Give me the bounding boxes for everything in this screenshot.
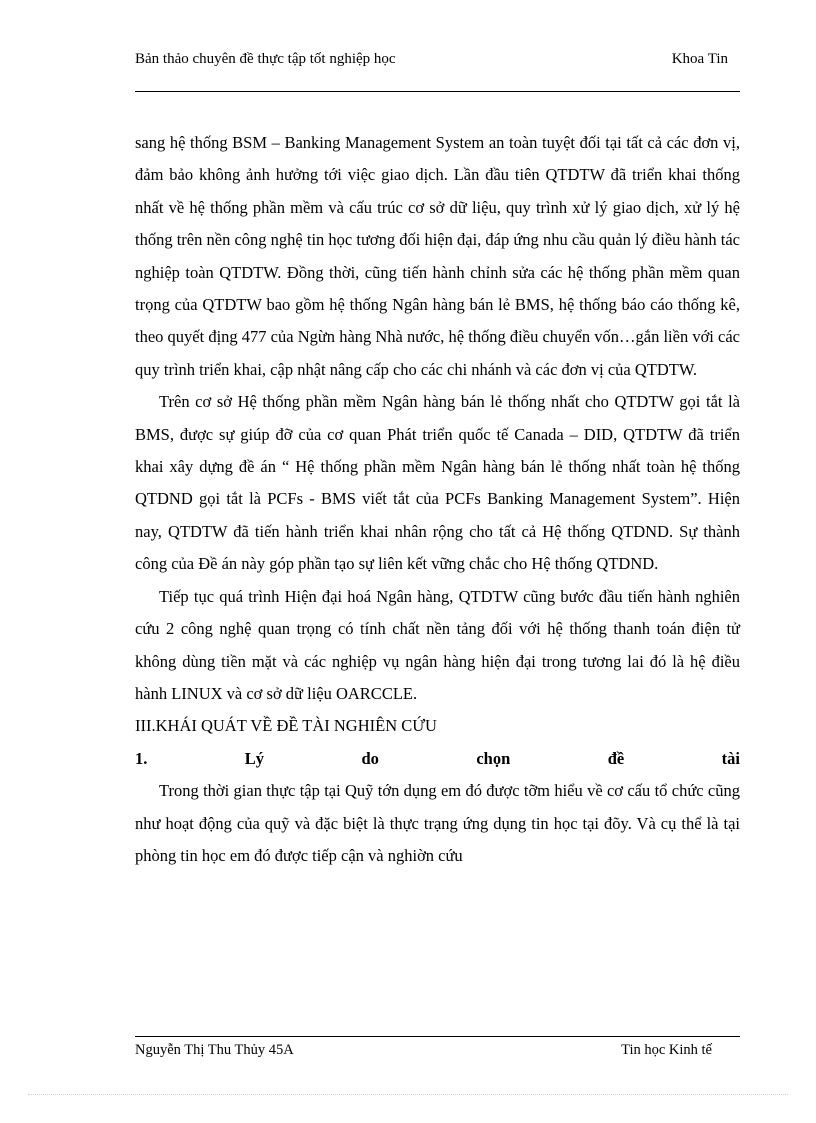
- subsection-word: Lý: [244, 748, 265, 768]
- subsection-word: đề: [607, 748, 625, 768]
- header-title: Bản thảo chuyên đề thực tập tốt nghiệp học: [135, 51, 396, 67]
- paragraph-3: Tiếp tục quá trình Hiện đại hoá Ngân hàng, QTDTW cũng bước đầu tiến hành nghiên cứu 2 công nghệ quan trọng có tính chất nền tảng đối với hệ thống thanh toán điện tử không dùng tiền mặt và các nghiệp vụ ngân hàng hiện đại trong tương lai đó là hệ điều hành LINUX và cơ sở dữ liệu OARCCLE.: [135, 586, 740, 703]
- subsection-word: tài: [721, 748, 740, 768]
- header-department: Khoa Tin: [671, 51, 728, 67]
- footer-author: Nguyễn Thị Thu Thủy 45A: [135, 1042, 294, 1058]
- subsection-word: chọn: [476, 748, 511, 768]
- subsection-word: do: [361, 748, 379, 768]
- page-bottom-divider: [28, 1094, 788, 1095]
- subsection-heading: [135, 743, 740, 775]
- subsection-number: 1.: [135, 748, 148, 768]
- paragraph-1: sang hệ thống BSM – Banking Management System an toàn tuyệt đối tại tất cả các đơn vị, đảm bảo không ảnh hưởng tới việc giao dịch. Lần đầu tiên QTDTW đã triển khai thống nhất về hệ thống phần mềm và cấu trúc cơ sở dữ liệu, quy trình xử lý giao dịch, xử lý hệ thống trên nền công nghệ tin học tương đối hiện đại, đáp ứng nhu cầu quản lý điều hành tác nghiệp toàn QTDTW. Đồng thời, cũng tiến hành chỉnh sửa các hệ thống phần mềm quan trọng của QTDTW bao gồm hệ thống Ngân hàng bán lẻ BMS, hệ thống báo cáo thống kê, theo quyết địng 477 của Ngừn hàng Nhà nước, hệ thống điều chuyển vốn…gắn liền với các quy trình triển khai, cập nhật nâng cấp cho các chi nhánh và các đơn vị của QTDTW.: [135, 133, 740, 379]
- page-footer: [135, 1036, 740, 1058]
- page-header: [135, 47, 740, 92]
- paragraph-2: Trên cơ sở Hệ thống phần mềm Ngân hàng bán lẻ thống nhất cho QTDTW gọi tắt là BMS, được sự giúp đỡ của cơ quan Phát triển quốc tế Canada – DID, QTDTW đã triển khai xây dựng đề án “ Hệ thống phần mềm Ngân hàng bán lẻ thống nhất toàn hệ thống QTDND gọi tắt là PCFs - BMS viết tắt của PCFs Banking Management System”. Hiện nay, QTDTW đã tiến hành triển khai nhân rộng cho tất cả Hệ thống QTDND. Sự thành công của Đề án này góp phần tạo sự liên kết vững chắc cho Hệ thống QTDND.: [135, 392, 740, 574]
- document-body: [135, 127, 740, 872]
- footer-major: Tin học Kinh tế: [621, 1042, 712, 1058]
- section-heading: III.KHÁI QUÁT VỀ ĐỀ TÀI NGHIÊN CỨU: [135, 716, 437, 736]
- paragraph-4: Trong thời gian thực tập tại Quỹ tớn dụng em đó được tỡm hiểu về cơ cấu tổ chức cũng như hoạt động của quỹ và đặc biệt là thực trạng ứng dụng tin học tại đõy. Và cụ thể là tại phòng tin học em đó được tiếp cận và nghiờn cứu: [135, 781, 740, 865]
